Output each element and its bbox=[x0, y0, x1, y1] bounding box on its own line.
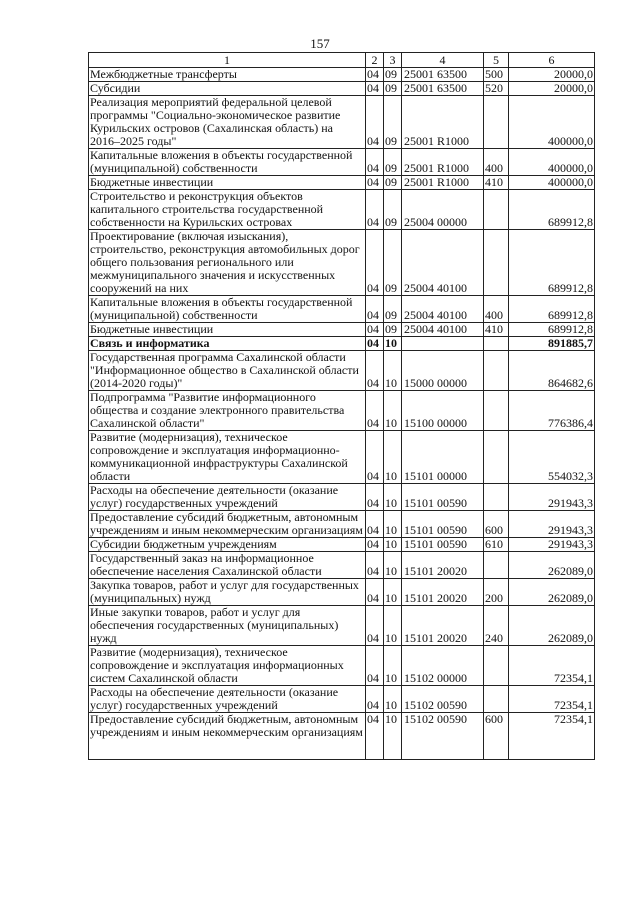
target-article-code: 15101 00590 bbox=[402, 484, 484, 511]
section-code: 04 bbox=[366, 176, 384, 190]
subsection-code: 10 bbox=[384, 511, 402, 538]
row-name: Предоставление субсидий бюджетным, автономным учреждениям и иным некоммерческим организациям bbox=[89, 511, 366, 538]
section-code: 04 bbox=[366, 646, 384, 686]
row-name: Подпрограмма "Развитие информационного общества и создание электронного правительства Сахалинской области" bbox=[89, 391, 366, 431]
section-code: 04 bbox=[366, 296, 384, 323]
amount: 776386,4 bbox=[509, 391, 595, 431]
target-article-code: 25001 63500 bbox=[402, 68, 484, 82]
expense-type-code: 500 bbox=[484, 68, 509, 82]
row-name: Межбюджетные трансферты bbox=[89, 68, 366, 82]
amount: 689912,8 bbox=[509, 230, 595, 296]
section-code: 04 bbox=[366, 230, 384, 296]
subsection-code: 10 bbox=[384, 579, 402, 606]
expense-type-code: 240 bbox=[484, 606, 509, 646]
table-row bbox=[89, 431, 595, 484]
table-row bbox=[89, 713, 595, 760]
amount: 72354,1 bbox=[509, 713, 595, 760]
row-name: Предоставление субсидий бюджетным, автономным учреждениям и иным некоммерческим организациям bbox=[89, 713, 366, 760]
target-article-code: 15102 00000 bbox=[402, 646, 484, 686]
row-name: Субсидии bbox=[89, 82, 366, 96]
expense-type-code: 410 bbox=[484, 176, 509, 190]
amount: 262089,0 bbox=[509, 579, 595, 606]
target-article-code: 15101 00590 bbox=[402, 511, 484, 538]
row-name: Бюджетные инвестиции bbox=[89, 323, 366, 337]
table-row bbox=[89, 351, 595, 391]
header-cell: 5 bbox=[484, 53, 509, 68]
expense-type-code bbox=[484, 337, 509, 351]
header-cell: 3 bbox=[384, 53, 402, 68]
target-article-code: 25001 R1000 bbox=[402, 176, 484, 190]
section-code: 04 bbox=[366, 713, 384, 760]
section-code: 04 bbox=[366, 538, 384, 552]
amount: 291943,3 bbox=[509, 484, 595, 511]
header-cell: 2 bbox=[366, 53, 384, 68]
section-code: 04 bbox=[366, 82, 384, 96]
table-row bbox=[89, 552, 595, 579]
row-name: Расходы на обеспечение деятельности (оказание услуг) государственных учреждений bbox=[89, 484, 366, 511]
target-article-code: 15101 20020 bbox=[402, 552, 484, 579]
amount: 262089,0 bbox=[509, 552, 595, 579]
section-code: 04 bbox=[366, 351, 384, 391]
expense-type-code bbox=[484, 96, 509, 149]
amount: 262089,0 bbox=[509, 606, 595, 646]
section-code: 04 bbox=[366, 484, 384, 511]
subsection-code: 10 bbox=[384, 552, 402, 579]
table-row bbox=[89, 579, 595, 606]
table-row bbox=[89, 606, 595, 646]
header-cell: 6 bbox=[509, 53, 595, 68]
subsection-code: 09 bbox=[384, 323, 402, 337]
table-body bbox=[89, 68, 595, 760]
expense-type-code: 520 bbox=[484, 82, 509, 96]
target-article-code: 15102 00590 bbox=[402, 686, 484, 713]
subsection-code: 10 bbox=[384, 606, 402, 646]
section-code: 04 bbox=[366, 391, 384, 431]
target-article-code: 25001 R1000 bbox=[402, 149, 484, 176]
table-row bbox=[89, 391, 595, 431]
table-row bbox=[89, 190, 595, 230]
amount: 554032,3 bbox=[509, 431, 595, 484]
amount: 291943,3 bbox=[509, 511, 595, 538]
table-row bbox=[89, 149, 595, 176]
target-article-code: 25004 00000 bbox=[402, 190, 484, 230]
section-code: 04 bbox=[366, 431, 384, 484]
subsection-code: 09 bbox=[384, 82, 402, 96]
target-article-code: 25004 40100 bbox=[402, 323, 484, 337]
expense-type-code bbox=[484, 230, 509, 296]
target-article-code: 25001 R1000 bbox=[402, 96, 484, 149]
table-row bbox=[89, 323, 595, 337]
row-name: Развитие (модернизация), техническое сопровождение и эксплуатация информационно-коммуникационной инфраструктуры Сахалинской области bbox=[89, 431, 366, 484]
amount: 689912,8 bbox=[509, 323, 595, 337]
expense-type-code: 400 bbox=[484, 296, 509, 323]
target-article-code: 25004 40100 bbox=[402, 230, 484, 296]
section-code: 04 bbox=[366, 337, 384, 351]
subsection-code: 10 bbox=[384, 538, 402, 552]
row-name: Бюджетные инвестиции bbox=[89, 176, 366, 190]
amount: 72354,1 bbox=[509, 646, 595, 686]
amount: 400000,0 bbox=[509, 176, 595, 190]
expense-type-code bbox=[484, 552, 509, 579]
section-code: 04 bbox=[366, 149, 384, 176]
subsection-code: 09 bbox=[384, 190, 402, 230]
expense-type-code bbox=[484, 686, 509, 713]
expense-type-code bbox=[484, 391, 509, 431]
expense-type-code: 410 bbox=[484, 323, 509, 337]
row-name: Закупка товаров, работ и услуг для государственных (муниципальных) нужд bbox=[89, 579, 366, 606]
target-article-code: 15101 00590 bbox=[402, 538, 484, 552]
subsection-code: 10 bbox=[384, 713, 402, 760]
target-article-code: 15100 00000 bbox=[402, 391, 484, 431]
section-code: 04 bbox=[366, 511, 384, 538]
section-code: 04 bbox=[366, 323, 384, 337]
amount: 891885,7 bbox=[509, 337, 595, 351]
table-row bbox=[89, 686, 595, 713]
amount: 291943,3 bbox=[509, 538, 595, 552]
section-code: 04 bbox=[366, 579, 384, 606]
subsection-code: 10 bbox=[384, 484, 402, 511]
target-article-code: 15000 00000 bbox=[402, 351, 484, 391]
expense-type-code bbox=[484, 431, 509, 484]
expense-type-code: 600 bbox=[484, 713, 509, 760]
expense-type-code bbox=[484, 484, 509, 511]
table-row bbox=[89, 96, 595, 149]
target-article-code: 15101 20020 bbox=[402, 606, 484, 646]
target-article-code: 25001 63500 bbox=[402, 82, 484, 96]
table-row bbox=[89, 484, 595, 511]
row-name: Развитие (модернизация), техническое сопровождение и эксплуатация информационных систем Сахалинской области bbox=[89, 646, 366, 686]
table-row bbox=[89, 337, 595, 351]
section-code: 04 bbox=[366, 686, 384, 713]
amount: 689912,8 bbox=[509, 296, 595, 323]
section-code: 04 bbox=[366, 606, 384, 646]
expense-type-code bbox=[484, 646, 509, 686]
subsection-code: 10 bbox=[384, 391, 402, 431]
header-cell: 4 bbox=[402, 53, 484, 68]
subsection-code: 09 bbox=[384, 68, 402, 82]
target-article-code: 15101 20020 bbox=[402, 579, 484, 606]
budget-table bbox=[88, 52, 595, 760]
row-name: Капитальные вложения в объекты государственной (муниципальной) собственности bbox=[89, 149, 366, 176]
row-name: Расходы на обеспечение деятельности (оказание услуг) государственных учреждений bbox=[89, 686, 366, 713]
table-row bbox=[89, 296, 595, 323]
table-row bbox=[89, 176, 595, 190]
subsection-code: 09 bbox=[384, 230, 402, 296]
target-article-code: 25004 40100 bbox=[402, 296, 484, 323]
row-name: Строительство и реконструкция объектов капитального строительства государственной собственности на Курильских островах bbox=[89, 190, 366, 230]
amount: 689912,8 bbox=[509, 190, 595, 230]
amount: 400000,0 bbox=[509, 96, 595, 149]
row-name: Капитальные вложения в объекты государственной (муниципальной) собственности bbox=[89, 296, 366, 323]
subsection-code: 09 bbox=[384, 296, 402, 323]
table-row bbox=[89, 82, 595, 96]
section-code: 04 bbox=[366, 68, 384, 82]
row-name: Проектирование (включая изыскания), строительство, реконструкция автомобильных дорог общего пользования регионального или межмуниципального значения и искусственных сооружений на них bbox=[89, 230, 366, 296]
subsection-code: 10 bbox=[384, 646, 402, 686]
subsection-code: 09 bbox=[384, 149, 402, 176]
section-code: 04 bbox=[366, 190, 384, 230]
page-number: 157 bbox=[310, 36, 330, 51]
table-row bbox=[89, 511, 595, 538]
table-row bbox=[89, 538, 595, 552]
header-cell: 1 bbox=[89, 53, 366, 68]
subsection-code: 10 bbox=[384, 351, 402, 391]
table-row bbox=[89, 68, 595, 82]
target-article-code bbox=[402, 337, 484, 351]
row-name: Государственная программа Сахалинской области "Информационное общество в Сахалинской области (2014-2020 годы)" bbox=[89, 351, 366, 391]
expense-type-code: 610 bbox=[484, 538, 509, 552]
amount: 400000,0 bbox=[509, 149, 595, 176]
amount: 20000,0 bbox=[509, 68, 595, 82]
table-row bbox=[89, 230, 595, 296]
amount: 864682,6 bbox=[509, 351, 595, 391]
subsection-code: 09 bbox=[384, 96, 402, 149]
expense-type-code: 400 bbox=[484, 149, 509, 176]
expense-type-code bbox=[484, 190, 509, 230]
expense-type-code: 200 bbox=[484, 579, 509, 606]
expense-type-code: 600 bbox=[484, 511, 509, 538]
amount: 72354,1 bbox=[509, 686, 595, 713]
amount: 20000,0 bbox=[509, 82, 595, 96]
row-name: Государственный заказ на информационное обеспечение населения Сахалинской области bbox=[89, 552, 366, 579]
row-name: Связь и информатика bbox=[89, 337, 366, 351]
section-code: 04 bbox=[366, 552, 384, 579]
row-name: Иные закупки товаров, работ и услуг для обеспечения государственных (муниципальных) нужд bbox=[89, 606, 366, 646]
header-row bbox=[89, 53, 595, 68]
subsection-code: 10 bbox=[384, 686, 402, 713]
subsection-code: 09 bbox=[384, 176, 402, 190]
section-code: 04 bbox=[366, 96, 384, 149]
expense-type-code bbox=[484, 351, 509, 391]
table-row bbox=[89, 646, 595, 686]
subsection-code: 10 bbox=[384, 337, 402, 351]
row-name: Субсидии бюджетным учреждениям bbox=[89, 538, 366, 552]
target-article-code: 15102 00590 bbox=[402, 713, 484, 760]
row-name: Реализация мероприятий федеральной целевой программы "Социально-экономическое развитие Курильских островов (Сахалинская область) на 2016–2025 годы" bbox=[89, 96, 366, 149]
subsection-code: 10 bbox=[384, 431, 402, 484]
target-article-code: 15101 00000 bbox=[402, 431, 484, 484]
